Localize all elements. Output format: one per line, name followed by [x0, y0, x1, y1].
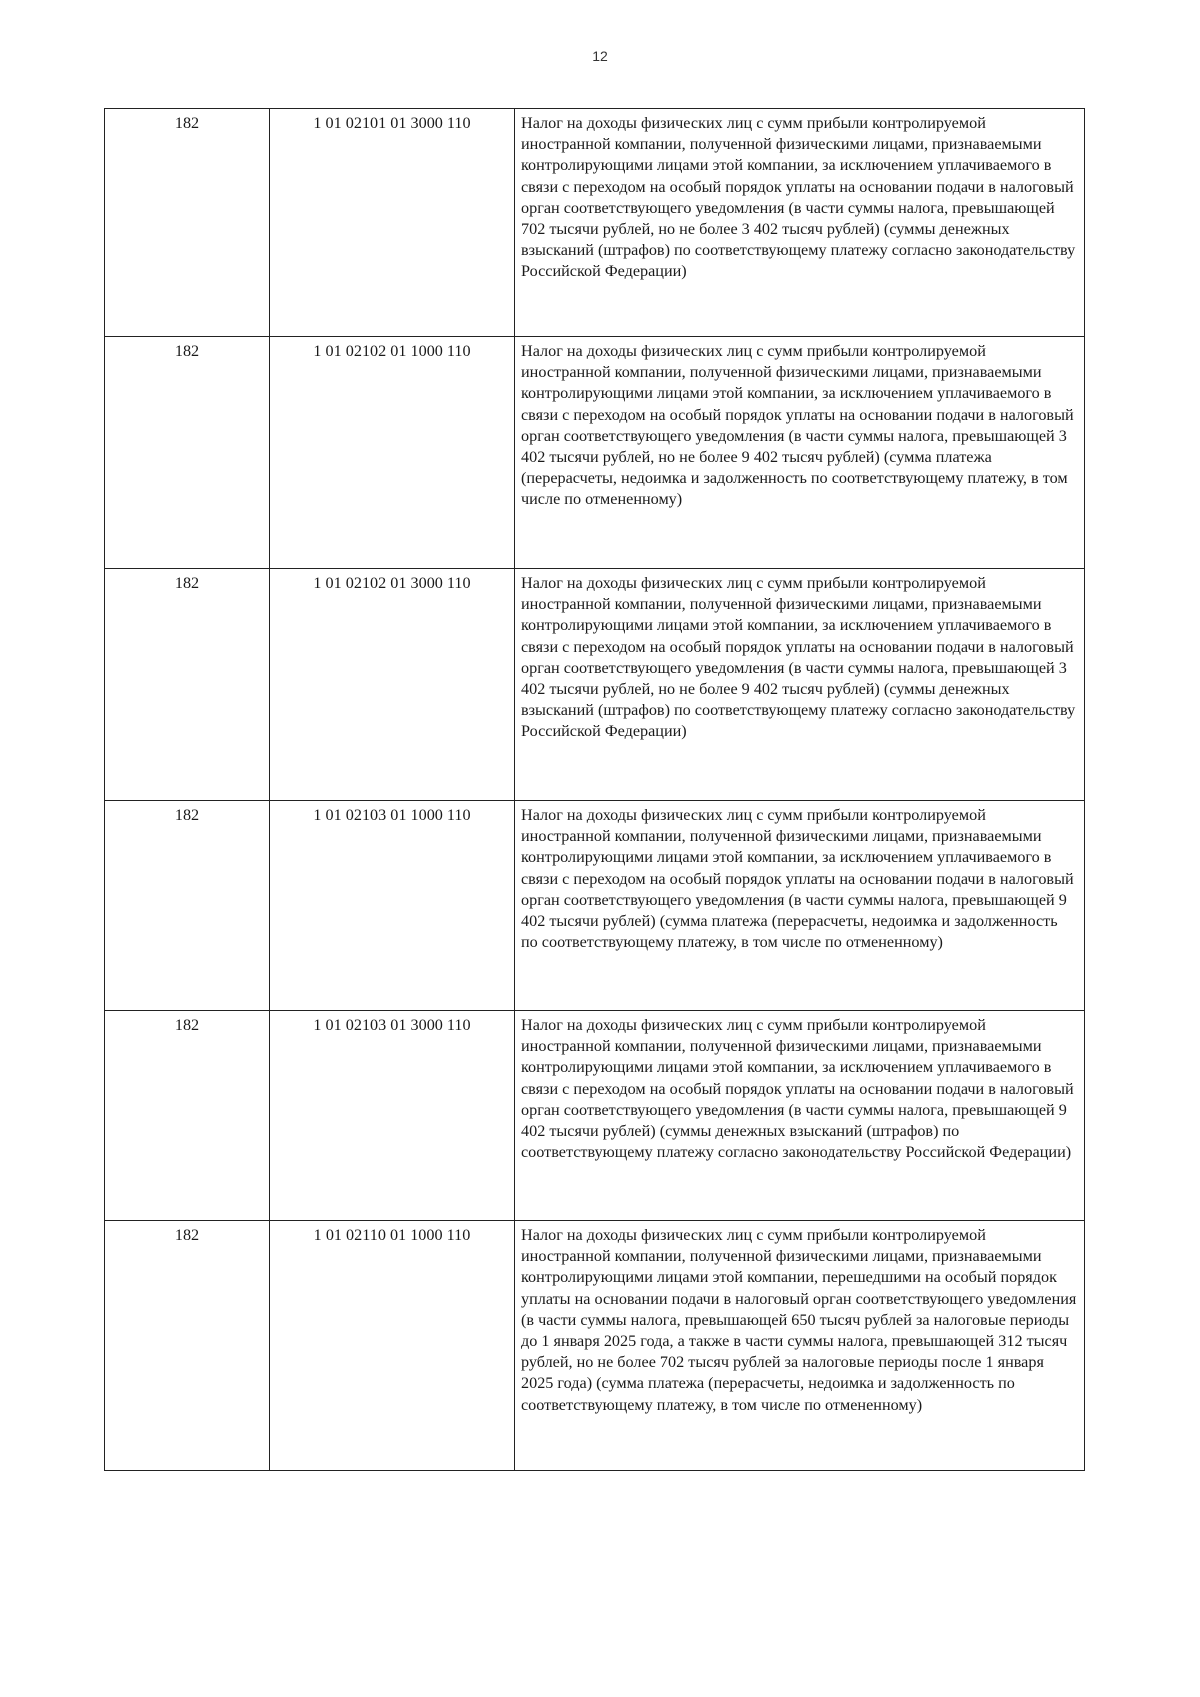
- description-cell: Налог на доходы физических лиц с сумм прибыли контролируемой иностранной компании, полученной физическими лицами, признаваемыми контролирующими лицами этой компании, за исключением уплачиваемого в связи с переходом на особый порядок уплаты на основании подачи в налоговый орган соответствующего уведомления (в части суммы налога, превышающей 3 402 тысячи рублей, но не более 9 402 тысяч рублей) (сумма платежа (перерасчеты, недоимка и задолженность по соответствующему платежу, в том числе по отмененному): [515, 337, 1085, 569]
- kbk-code-cell: 1 01 02102 01 1000 110: [270, 337, 515, 569]
- kbk-code-cell: 1 01 02101 01 3000 110: [270, 109, 515, 337]
- table-row: [105, 569, 1085, 801]
- budget-codes-table: [104, 108, 1085, 1471]
- table-row: [105, 109, 1085, 337]
- admin-code-cell: 182: [105, 569, 270, 801]
- table-row: [105, 337, 1085, 569]
- table-row: [105, 1221, 1085, 1471]
- table-row: [105, 801, 1085, 1011]
- description-cell: Налог на доходы физических лиц с сумм прибыли контролируемой иностранной компании, полученной физическими лицами, признаваемыми контролирующими лицами этой компании, за исключением уплачиваемого в связи с переходом на особый порядок уплаты на основании подачи в налоговый орган соответствующего уведомления (в части суммы налога, превышающей 9 402 тысячи рублей) (суммы денежных взысканий (штрафов) по соответствующему платежу согласно законодательству Российской Федерации): [515, 1011, 1085, 1221]
- kbk-code-cell: 1 01 02110 01 1000 110: [270, 1221, 515, 1471]
- admin-code-cell: 182: [105, 801, 270, 1011]
- admin-code-cell: 182: [105, 337, 270, 569]
- description-cell: Налог на доходы физических лиц с сумм прибыли контролируемой иностранной компании, полученной физическими лицами, признаваемыми контролирующими лицами этой компании, за исключением уплачиваемого в связи с переходом на особый порядок уплаты на основании подачи в налоговый орган соответствующего уведомления (в части суммы налога, превышающей 9 402 тысячи рублей) (сумма платежа (перерасчеты, недоимка и задолженность по соответствующему платежу, в том числе по отмененному): [515, 801, 1085, 1011]
- admin-code-cell: 182: [105, 1221, 270, 1471]
- description-cell: Налог на доходы физических лиц с сумм прибыли контролируемой иностранной компании, полученной физическими лицами, признаваемыми контролирующими лицами этой компании, за исключением уплачиваемого в связи с переходом на особый порядок уплаты на основании подачи в налоговый орган соответствующего уведомления (в части суммы налога, превышающей 3 402 тысячи рублей, но не более 9 402 тысяч рублей) (суммы денежных взысканий (штрафов) по соответствующему платежу согласно законодательству Российской Федерации): [515, 569, 1085, 801]
- page-number: 12: [592, 48, 608, 64]
- kbk-code-cell: 1 01 02102 01 3000 110: [270, 569, 515, 801]
- kbk-code-cell: 1 01 02103 01 3000 110: [270, 1011, 515, 1221]
- admin-code-cell: 182: [105, 1011, 270, 1221]
- table-row: [105, 1011, 1085, 1221]
- admin-code-cell: 182: [105, 109, 270, 337]
- description-cell: Налог на доходы физических лиц с сумм прибыли контролируемой иностранной компании, полученной физическими лицами, признаваемыми контролирующими лицами этой компании, перешедшими на особый порядок уплаты на основании подачи в налоговый орган соответствующего уведомления (в части суммы налога, превышающей 650 тысяч рублей за налоговые периоды до 1 января 2025 года, а также в части суммы налога, превышающей 312 тысяч рублей, но не более 702 тысяч рублей за налоговые периоды после 1 января 2025 года) (сумма платежа (перерасчеты, недоимка и задолженность по соответствующему платежу, в том числе по отмененному): [515, 1221, 1085, 1471]
- description-cell: Налог на доходы физических лиц с сумм прибыли контролируемой иностранной компании, полученной физическими лицами, признаваемыми контролирующими лицами этой компании, за исключением уплачиваемого в связи с переходом на особый порядок уплаты на основании подачи в налоговый орган соответствующего уведомления (в части суммы налога, превышающей 702 тысячи рублей, но не более 3 402 тысяч рублей) (суммы денежных взысканий (штрафов) по соответствующему платежу согласно законодательству Российской Федерации): [515, 109, 1085, 337]
- kbk-code-cell: 1 01 02103 01 1000 110: [270, 801, 515, 1011]
